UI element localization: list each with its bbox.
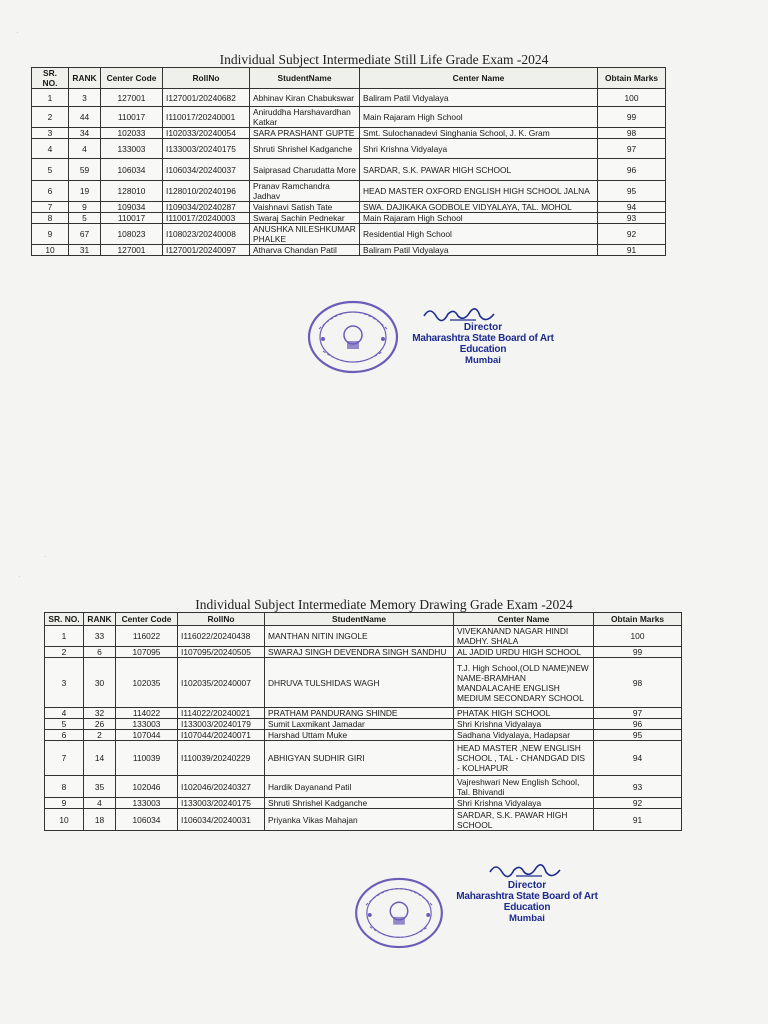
cell-center-name: VIVEKANAND NAGAR HINDI MADHY. SHALA — [454, 626, 594, 647]
cell-rank: 44 — [69, 107, 101, 128]
cell-obtain-marks: 96 — [594, 719, 682, 730]
cell-rank: 32 — [84, 708, 116, 719]
cell-sr-no: 5 — [45, 719, 84, 730]
table-row — [32, 128, 666, 139]
cell-center-code: 102033 — [101, 128, 163, 139]
cell-sr-no: 1 — [45, 626, 84, 647]
cell-student-name: Shruti Shrishel Kadganche — [265, 798, 454, 809]
cell-center-name: T.J. High School,(OLD NAME)NEW NAME-BRAMHAN MANDALACAHE ENGLISH MEDIUM SECONDARY SCHOOL — [454, 658, 594, 708]
cell-center-code: 102035 — [116, 658, 178, 708]
signatory-city: Mumbai — [465, 355, 501, 366]
scan-speck: · — [16, 28, 19, 37]
cell-center-name: HEAD MASTER ,NEW ENGLISH SCHOOL , TAL - CHANDGAD DIS - KOLHAPUR — [454, 741, 594, 776]
cell-center-code: 106034 — [101, 159, 163, 181]
table-row — [45, 719, 682, 730]
signatory-block — [388, 322, 578, 366]
cell-roll-no: I102033/20240054 — [163, 128, 250, 139]
cell-center-name: Main Rajaram High School — [360, 213, 598, 224]
header-sr-no: SR. NO. — [32, 68, 69, 89]
cell-roll-no: I107095/20240505 — [178, 647, 265, 658]
cell-sr-no: 7 — [32, 202, 69, 213]
header-rank: RANK — [69, 68, 101, 89]
cell-student-name: Priyanka Vikas Mahajan — [265, 809, 454, 831]
cell-center-name: HEAD MASTER OXFORD ENGLISH HIGH SCHOOL JALNA — [360, 181, 598, 202]
cell-student-name: DHRUVA TULSHIDAS WAGH — [265, 658, 454, 708]
cell-sr-no: 4 — [32, 139, 69, 159]
cell-obtain-marks: 97 — [598, 139, 666, 159]
signatory-block — [432, 880, 622, 924]
table-row — [45, 647, 682, 658]
cell-center-code: 127001 — [101, 245, 163, 256]
table-row — [45, 730, 682, 741]
cell-roll-no: I127001/20240097 — [163, 245, 250, 256]
cell-obtain-marks: 96 — [598, 159, 666, 181]
cell-center-name: Smt. Sulochanadevi Singhania School, J. K. Gram — [360, 128, 598, 139]
cell-roll-no: I102046/20240327 — [178, 776, 265, 798]
table-row — [32, 245, 666, 256]
header-roll-no: RollNo — [163, 68, 250, 89]
cell-student-name: Atharva Chandan Patil — [250, 245, 360, 256]
cell-sr-no: 8 — [32, 213, 69, 224]
cell-rank: 4 — [69, 139, 101, 159]
table-row — [45, 626, 682, 647]
cell-obtain-marks: 91 — [594, 809, 682, 831]
cell-center-name: Vajreshwari New English School, Tal. Bhivandi — [454, 776, 594, 798]
cell-sr-no: 1 — [32, 89, 69, 107]
cell-student-name: SARA PRASHANT GUPTE — [250, 128, 360, 139]
cell-obtain-marks: 91 — [598, 245, 666, 256]
cell-rank: 59 — [69, 159, 101, 181]
cell-roll-no: I116022/20240438 — [178, 626, 265, 647]
cell-rank: 34 — [69, 128, 101, 139]
table-row — [32, 89, 666, 107]
cell-sr-no: 9 — [32, 224, 69, 245]
cell-sr-no: 3 — [45, 658, 84, 708]
table-row — [32, 181, 666, 202]
cell-roll-no: I114022/20240021 — [178, 708, 265, 719]
cell-student-name: SWARAJ SINGH DEVENDRA SINGH SANDHU — [265, 647, 454, 658]
table-row — [45, 776, 682, 798]
cell-roll-no: I127001/20240682 — [163, 89, 250, 107]
cell-rank: 2 — [84, 730, 116, 741]
cell-student-name: Harshad Uttam Muke — [265, 730, 454, 741]
table-row — [32, 213, 666, 224]
cell-obtain-marks: 93 — [594, 776, 682, 798]
cell-student-name: Shruti Shrishel Kadganche — [250, 139, 360, 159]
cell-sr-no: 2 — [45, 647, 84, 658]
table-row — [45, 798, 682, 809]
cell-rank: 9 — [69, 202, 101, 213]
memory-drawing-results-table — [44, 612, 682, 831]
header-obtain-marks: Obtain Marks — [594, 613, 682, 626]
signatory-title: Director — [507, 880, 547, 891]
cell-roll-no: I107044/20240071 — [178, 730, 265, 741]
cell-roll-no: I110017/20240001 — [163, 107, 250, 128]
scan-speck: · — [44, 552, 47, 561]
cell-sr-no: 10 — [32, 245, 69, 256]
header-center-code: Center Code — [101, 68, 163, 89]
cell-center-code: 110017 — [101, 107, 163, 128]
board-seal-stamp — [305, 299, 401, 375]
cell-student-name: Aniruddha Harshavardhan Katkar — [250, 107, 360, 128]
still-life-results-table — [31, 67, 666, 256]
still-life-title: Individual Subject Intermediate Still Life Grade Exam -2024 — [219, 52, 549, 67]
cell-sr-no: 2 — [32, 107, 69, 128]
cell-roll-no: I108023/20240008 — [163, 224, 250, 245]
cell-roll-no: I106034/20240031 — [178, 809, 265, 831]
cell-center-code: 107044 — [116, 730, 178, 741]
cell-roll-no: I109034/20240287 — [163, 202, 250, 213]
cell-rank: 31 — [69, 245, 101, 256]
cell-student-name: Saiprasad Charudatta More — [250, 159, 360, 181]
cell-center-name: Shri Krishna Vidyalaya — [454, 798, 594, 809]
table-row — [32, 202, 666, 213]
header-center-name: Center Name — [454, 613, 594, 626]
header-student-name: StudentName — [250, 68, 360, 89]
cell-center-code: 110017 — [101, 213, 163, 224]
cell-roll-no: I106034/20240037 — [163, 159, 250, 181]
table-row — [32, 107, 666, 128]
cell-obtain-marks: 99 — [594, 647, 682, 658]
cell-rank: 4 — [84, 798, 116, 809]
cell-rank: 14 — [84, 741, 116, 776]
cell-center-code: 133003 — [116, 798, 178, 809]
cell-center-code: 128010 — [101, 181, 163, 202]
cell-rank: 19 — [69, 181, 101, 202]
header-rank: RANK — [84, 613, 116, 626]
cell-obtain-marks: 92 — [598, 224, 666, 245]
cell-center-code: 114022 — [116, 708, 178, 719]
cell-rank: 3 — [69, 89, 101, 107]
signatory-city: Mumbai — [509, 913, 545, 924]
table-header-row — [45, 613, 682, 626]
cell-center-name: AL JADID URDU HIGH SCHOOL — [454, 647, 594, 658]
cell-center-code: 133003 — [116, 719, 178, 730]
table-body — [45, 626, 682, 831]
table-body — [32, 89, 666, 256]
cell-obtain-marks: 98 — [594, 658, 682, 708]
cell-roll-no: I110039/20240229 — [178, 741, 265, 776]
cell-obtain-marks: 100 — [598, 89, 666, 107]
cell-center-name: Residential High School — [360, 224, 598, 245]
cell-student-name: MANTHAN NITIN INGOLE — [265, 626, 454, 647]
cell-rank: 35 — [84, 776, 116, 798]
cell-obtain-marks: 94 — [594, 741, 682, 776]
memory-drawing-title: Individual Subject Intermediate Memory Drawing Grade Exam -2024 — [195, 597, 573, 612]
cell-sr-no: 8 — [45, 776, 84, 798]
header-roll-no: RollNo — [178, 613, 265, 626]
table-row — [45, 741, 682, 776]
table-row — [45, 658, 682, 708]
cell-center-name: Baliram Patil Vidyalaya — [360, 89, 598, 107]
header-center-name: Center Name — [360, 68, 598, 89]
cell-student-name: Vaishnavi Satish Tate — [250, 202, 360, 213]
cell-student-name: ABHIGYAN SUDHIR GIRI — [265, 741, 454, 776]
cell-sr-no: 6 — [32, 181, 69, 202]
cell-student-name: ANUSHKA NILESHKUMAR PHALKE — [250, 224, 360, 245]
cell-student-name: Swaraj Sachin Pednekar — [250, 213, 360, 224]
cell-sr-no: 3 — [32, 128, 69, 139]
cell-sr-no: 10 — [45, 809, 84, 831]
cell-roll-no: I133003/20240179 — [178, 719, 265, 730]
cell-center-name: Main Rajaram High School — [360, 107, 598, 128]
header-obtain-marks: Obtain Marks — [598, 68, 666, 89]
cell-roll-no: I133003/20240175 — [178, 798, 265, 809]
cell-center-code: 102046 — [116, 776, 178, 798]
table-row — [45, 809, 682, 831]
cell-sr-no: 9 — [45, 798, 84, 809]
cell-sr-no: 7 — [45, 741, 84, 776]
cell-sr-no: 6 — [45, 730, 84, 741]
cell-rank: 33 — [84, 626, 116, 647]
cell-obtain-marks: 99 — [598, 107, 666, 128]
cell-center-code: 106034 — [116, 809, 178, 831]
header-center-code: Center Code — [116, 613, 178, 626]
cell-center-code: 107095 — [116, 647, 178, 658]
cell-center-name: Shri Krishna Vidyalaya — [454, 719, 594, 730]
cell-center-name: Baliram Patil Vidyalaya — [360, 245, 598, 256]
scan-speck: · — [18, 572, 21, 581]
cell-rank: 6 — [84, 647, 116, 658]
cell-rank: 67 — [69, 224, 101, 245]
table-row — [32, 139, 666, 159]
cell-student-name: Abhinav Kiran Chabukswar — [250, 89, 360, 107]
signatory-organization: Maharashtra State Board of Art Education — [456, 891, 598, 913]
cell-center-name: SWA. DAJIKAKA GODBOLE VIDYALAYA, TAL. MOHOL — [360, 202, 598, 213]
cell-student-name: Hardik Dayanand Patil — [265, 776, 454, 798]
cell-center-code: 133003 — [101, 139, 163, 159]
cell-obtain-marks: 98 — [598, 128, 666, 139]
signature-scribble — [486, 858, 566, 882]
cell-center-code: 127001 — [101, 89, 163, 107]
cell-center-code: 110039 — [116, 741, 178, 776]
cell-roll-no: I128010/20240196 — [163, 181, 250, 202]
cell-rank: 26 — [84, 719, 116, 730]
cell-student-name: PRATHAM PANDURANG SHINDE — [265, 708, 454, 719]
table-row — [45, 708, 682, 719]
header-student-name: StudentName — [265, 613, 454, 626]
cell-rank: 5 — [69, 213, 101, 224]
cell-obtain-marks: 97 — [594, 708, 682, 719]
cell-student-name: Pranav Ramchandra Jadhav — [250, 181, 360, 202]
cell-obtain-marks: 93 — [598, 213, 666, 224]
cell-obtain-marks: 100 — [594, 626, 682, 647]
cell-center-code: 108023 — [101, 224, 163, 245]
cell-center-name: PHATAK HIGH SCHOOL — [454, 708, 594, 719]
table-row — [32, 159, 666, 181]
cell-center-name: SARDAR, S.K. PAWAR HIGH SCHOOL — [360, 159, 598, 181]
header-sr-no: SR. NO. — [45, 613, 84, 626]
cell-center-name: Shri Krishna Vidyalaya — [360, 139, 598, 159]
cell-center-code: 109034 — [101, 202, 163, 213]
cell-center-name: SARDAR, S.K. PAWAR HIGH SCHOOL — [454, 809, 594, 831]
cell-obtain-marks: 92 — [594, 798, 682, 809]
cell-sr-no: 5 — [32, 159, 69, 181]
signatory-title: Director — [463, 322, 503, 333]
cell-obtain-marks: 94 — [598, 202, 666, 213]
table-header-row — [32, 68, 666, 89]
cell-obtain-marks: 95 — [594, 730, 682, 741]
cell-rank: 18 — [84, 809, 116, 831]
cell-roll-no: I102035/20240007 — [178, 658, 265, 708]
table-row — [32, 224, 666, 245]
cell-roll-no: I133003/20240175 — [163, 139, 250, 159]
cell-rank: 30 — [84, 658, 116, 708]
cell-obtain-marks: 95 — [598, 181, 666, 202]
cell-student-name: Sumit Laxmikant Jamadar — [265, 719, 454, 730]
cell-roll-no: I110017/20240003 — [163, 213, 250, 224]
signatory-organization: Maharashtra State Board of Art Education — [412, 333, 554, 355]
cell-center-name: Sadhana Vidyalaya, Hadapsar — [454, 730, 594, 741]
cell-center-code: 116022 — [116, 626, 178, 647]
cell-sr-no: 4 — [45, 708, 84, 719]
